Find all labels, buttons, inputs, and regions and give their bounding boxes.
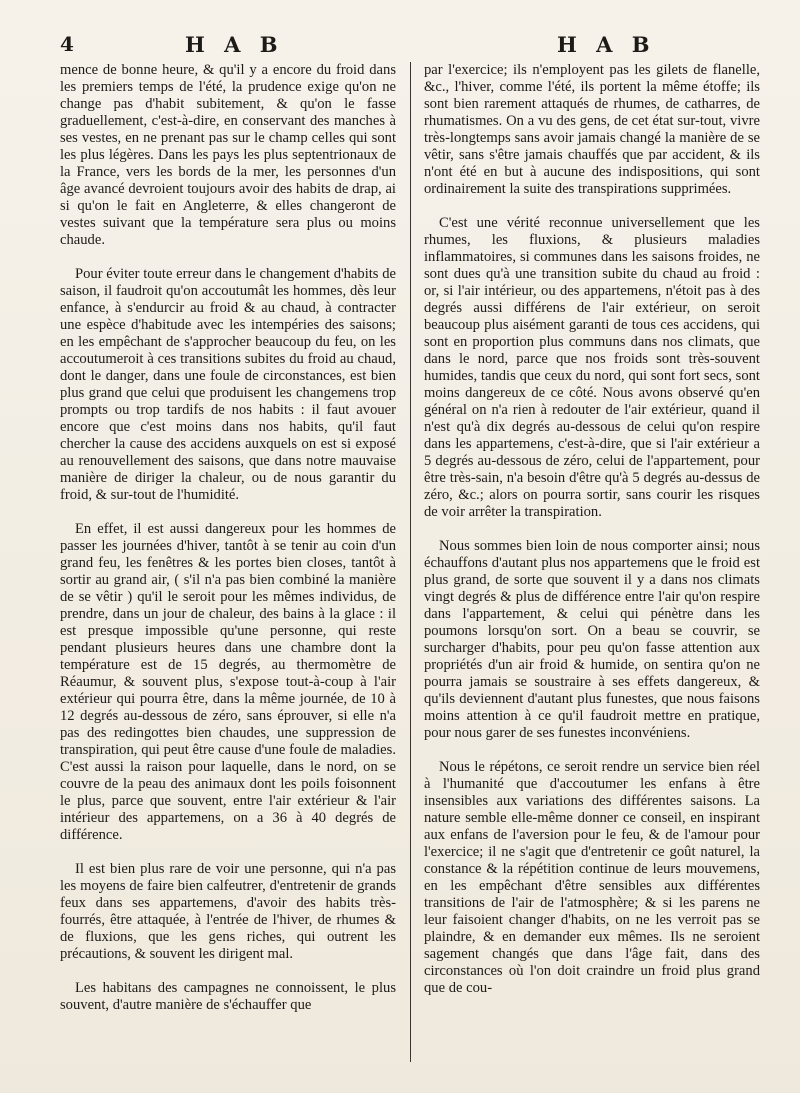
paragraph: par l'exercice; ils n'employent pas les gilets de flanelle, &c., l'hiver, comme l'été, ils portent la même étoffe; ils sont bien rarement attaqués de rhumes, de catharres, de rhumatismes. On a vu des gens, de cet état sur-tout, vivre très-longtemps sans avoir jamais changé la manière de se vêtir, sans s'être jamais chauffés que par accident, & ils n'ont été en but à aucune des indispositions, qui sont ordinairement la suite des transpirations supprimées.: [424, 62, 760, 197]
paragraph: mence de bonne heure, & qu'il y a encore du froid dans les premiers temps de l'été, la prudence exige qu'on ne change pas d'habit subitement, & qu'on le fasse graduellement, c'est-à-dire, en conservant des manches à ses vestes, en ne prenant pas sur le champ celles qui sont les plus légères. Dans les pays les plus septentrionaux de la France, vers les bords de la mer, les personnes d'un âge avancé devroient toujours avoir des habits de drap, ai si qu'on le fait en Angleterre, & elles changeront de vestes suivant que la température sera plus ou moins chaude.: [60, 62, 396, 248]
paragraph: Nous le répétons, ce seroit rendre un service bien réel à l'humanité que d'accoutumer les enfans à être insensibles aux variations des différentes saisons. La nature semble elle-même donner ce conseil, en inspirant aux enfans de l'aversion pour le feu, & de l'amour pour l'exercice; il ne s'agit que d'entretenir ce goût naturel, la constance & la répétition continue de leurs mouvemens, en les empêchant d'être sensibles aux différentes transitions de l'air de l'atmosphère; & si les parens ne leur faisoient changer d'habits, on ne les verroit pas se plaindre, & en demander eux mêmes. Ils ne seroient sagement changés que dans l'âge fait, dans des circonstances où l'on doit craindre un froid plus grand que de cou-: [424, 759, 760, 996]
left-column: [60, 62, 396, 1072]
paragraph: Les habitans des campagnes ne connoissent, le plus souvent, d'autre manière de s'échauffer que: [60, 980, 396, 1013]
paragraph: C'est une vérité reconnue universellement que les rhumes, les fluxions, & plusieurs maladies inflammatoires, si communes dans les saisons froides, ne sont dues qu'à une transition subite du chaud au froid : or, si l'air intérieur, ou des appartemens, n'étoit pas à des degrés aussi différens de l'air extérieur, on seroit beaucoup plus aisément garanti de tous ces accidens, qui sont en proportion plus communs dans nos climats, que dans le nord, parce que nos froids sont très-souvent humides, tandis que ceux du nord, qui sont fort secs, sont moins dangereux de ce côté. Nous avons observé qu'en général on n'a rien à redouter de l'air extérieur, quand il n'est qu'à dix degrés au-dessous de celui qu'on respire dans les appartemens, c'est-à-dire, que si l'air extérieur a 5 degrés au-dessous de zéro, celui de l'appartement, pour être très-sain, n'a besoin d'être qu'à 5 degrés au-dessus de zéro, &c.; alors on pourra sortir, sans courir les risques de voir arrêter la transpiration.: [424, 215, 760, 520]
paragraph: Nous sommes bien loin de nous comporter ainsi; nous échauffons d'autant plus nos appartemens que le froid est plus grand, de sorte que souvent il y a dans nos climats vingt degrés & plus de différence entre l'air qu'on respire dans l'appartement, & celui qui pénètre dans les poumons lorsqu'on sort. On a beau se couvrir, se surcharger d'habits, pour peu qu'on fasse attention aux propriétés d'un air froid & humide, on sentira qu'on ne pourra jamais se soustraire à ses effets dangereux, & qu'ils deviennent d'autant plus funestes, que nous faisons moins attention à ce qu'il faudroit mettre en pratique, pour nous garer de ses funestes inconvéniens.: [424, 538, 760, 741]
paragraph: Pour éviter toute erreur dans le changement d'habits de saison, il faudroit qu'on accoutumât les hommes, dès leur enfance, à s'endurcir au froid & au chaud, à contracter une espèce d'habitude avec les intempéries des saisons; en les empêchant de s'approcher beaucoup du feu, on les accoutumeroit à ces transitions subites du froid au chaud, dont le danger, dans une foule de circonstances, est bien plus grand que celui que produisent les changemens trop prompts ou trop tardifs de nos habits : il faut avouer encore que c'est moins dans nos habits, qu'il faut chercher la cause des accidens auxquels on est si exposé au renouvellement des saisons, que dans notre mauvaise manière de diriger la chaleur, ou de nous garantir du froid, & sur-tout de l'humidité.: [60, 266, 396, 503]
running-head-left: H A B: [185, 32, 284, 57]
paragraph: En effet, il est aussi dangereux pour les hommes de passer les journées d'hiver, tantôt à se tenir au coin d'un grand feu, les fenêtres & les portes bien closes, tantôt à sortir au grand air, ( s'il n'a pas bien combiné la manière de se vêtir ) qu'il le seroit pour les mêmes individus, de prendre, dans un jour de chaleur, des bains à la glace : il est presque impossible qu'une personne, qui reste pendant plusieurs heures dans une chambre dont la température est de 15 degrés, au thermomètre de Réaumur, & souvent plus, s'expose tout-à-coup à l'air extérieur qui pourra être, dans la même journée, de 10 à 12 degrés au-dessous de zéro, sans éprouver, si elle n'a pas des redingottes bien chaudes, une suppression de transpiration, qui peut être cause d'une foule de maladies. C'est aussi la raison pour laquelle, dans le nord, on se couvre de la peau des animaux dont les poils foisonnent le plus, parce que souvent, entre l'air extérieur & l'air intérieur des appartemens, on a 36 à 40 degrés de différence.: [60, 521, 396, 843]
page-number: 4: [60, 32, 74, 56]
paragraph: Il est bien plus rare de voir une personne, qui n'a pas les moyens de faire bien calfeutrer, d'entretenir de grands feux dans ses appartemens, d'avoir des habits très-fourrés, être attaquée, à l'entrée de l'hiver, de rhumes & de fluxions, que les gens riches, qui outrent les précautions, & souvent les dirigent mal.: [60, 861, 396, 962]
page-header: [0, 30, 800, 64]
right-column: [424, 62, 760, 1072]
text-columns: [60, 62, 760, 1072]
running-head-right: H A B: [557, 32, 656, 57]
